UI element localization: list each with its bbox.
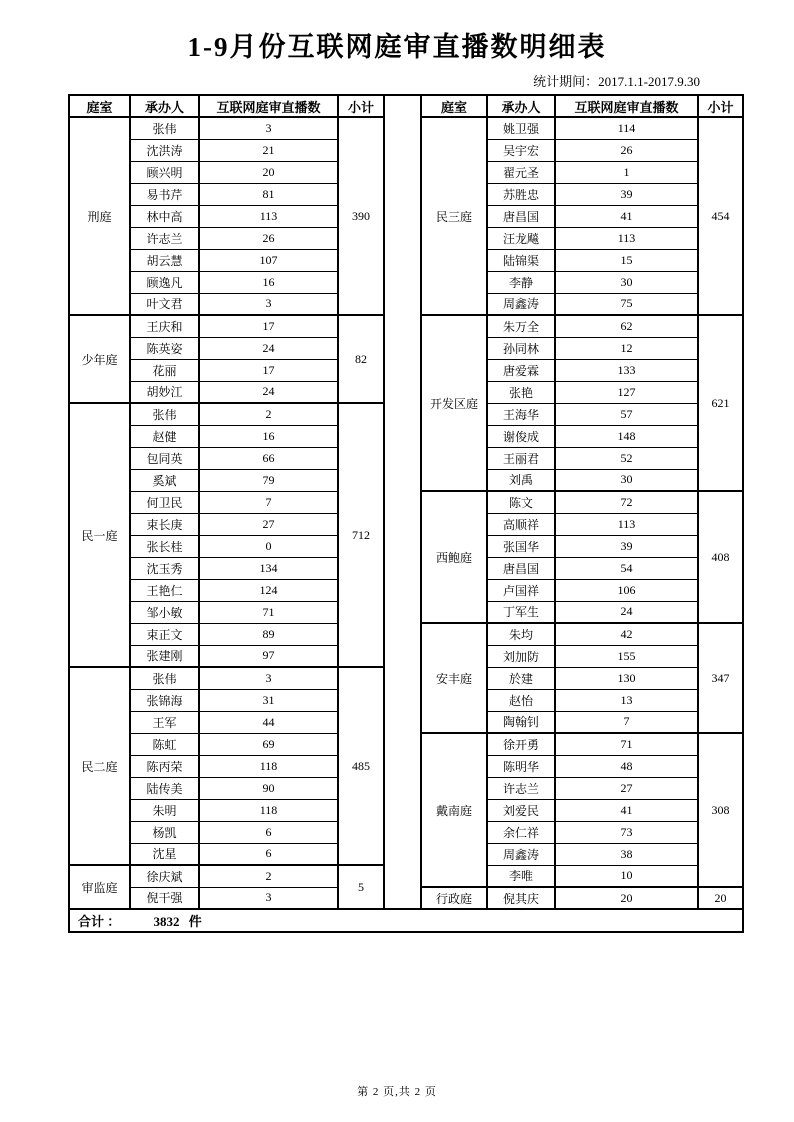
count-cell-left: 7 <box>199 491 338 513</box>
count-cell-right: 48 <box>555 755 698 777</box>
header-court-left: 庭室 <box>69 95 130 117</box>
count-cell-right: 27 <box>555 777 698 799</box>
count-cell-left: 0 <box>199 535 338 557</box>
court-cell-right: 开发区庭 <box>421 315 487 491</box>
handler-cell-right: 周鑫涛 <box>487 293 555 315</box>
subtotal-cell-right: 308 <box>698 733 743 887</box>
count-cell-left: 90 <box>199 777 338 799</box>
count-cell-left: 69 <box>199 733 338 755</box>
handler-cell-left: 顾逸凡 <box>130 271 199 293</box>
count-cell-left: 6 <box>199 843 338 865</box>
handler-cell-right: 许志兰 <box>487 777 555 799</box>
count-cell-left: 81 <box>199 183 338 205</box>
count-cell-right: 41 <box>555 205 698 227</box>
handler-cell-left: 奚斌 <box>130 469 199 491</box>
court-cell-right: 民三庭 <box>421 117 487 315</box>
count-cell-right: 113 <box>555 227 698 249</box>
count-cell-right: 30 <box>555 271 698 293</box>
count-cell-right: 15 <box>555 249 698 271</box>
count-cell-right: 127 <box>555 381 698 403</box>
page-number: 第 2 页,共 2 页 <box>357 1086 437 1098</box>
count-cell-right: 39 <box>555 183 698 205</box>
court-cell-right: 安丰庭 <box>421 623 487 733</box>
header-count-right: 互联网庭审直播数 <box>555 95 698 117</box>
count-cell-left: 24 <box>199 337 338 359</box>
handler-cell-left: 陈英姿 <box>130 337 199 359</box>
count-cell-left: 20 <box>199 161 338 183</box>
handler-cell-left: 束正文 <box>130 623 199 645</box>
subtotal-cell-right: 20 <box>698 887 743 909</box>
count-cell-right: 38 <box>555 843 698 865</box>
handler-cell-right: 唐昌国 <box>487 205 555 227</box>
handler-cell-left: 陈虹 <box>130 733 199 755</box>
count-cell-left: 79 <box>199 469 338 491</box>
count-cell-left: 17 <box>199 315 338 337</box>
handler-cell-right: 陶翰钊 <box>487 711 555 733</box>
count-cell-left: 2 <box>199 865 338 887</box>
header-count-left: 互联网庭审直播数 <box>199 95 338 117</box>
subtotal-cell-right: 408 <box>698 491 743 623</box>
count-cell-left: 3 <box>199 117 338 139</box>
handler-cell-left: 邹小敏 <box>130 601 199 623</box>
handler-cell-right: 朱均 <box>487 623 555 645</box>
handler-cell-right: 张艳 <box>487 381 555 403</box>
handler-cell-right: 王丽君 <box>487 447 555 469</box>
spacer-column <box>384 95 421 909</box>
handler-cell-right: 孙同林 <box>487 337 555 359</box>
handler-cell-left: 花丽 <box>130 359 199 381</box>
handler-cell-right: 翟元圣 <box>487 161 555 183</box>
handler-cell-left: 张长桂 <box>130 535 199 557</box>
court-cell-left: 少年庭 <box>69 315 130 403</box>
page-title: 1-9月份互联网庭审直播数明细表 <box>187 32 607 62</box>
handler-cell-left: 束长庚 <box>130 513 199 535</box>
court-cell-left: 审监庭 <box>69 865 130 909</box>
count-cell-right: 75 <box>555 293 698 315</box>
count-cell-right: 62 <box>555 315 698 337</box>
count-cell-left: 21 <box>199 139 338 161</box>
count-cell-right: 42 <box>555 623 698 645</box>
handler-cell-right: 刘加防 <box>487 645 555 667</box>
count-cell-right: 130 <box>555 667 698 689</box>
count-cell-left: 2 <box>199 403 338 425</box>
subtotal-cell-left: 485 <box>338 667 384 865</box>
grand-total-row <box>69 909 743 932</box>
count-cell-right: 52 <box>555 447 698 469</box>
court-cell-left: 刑庭 <box>69 117 130 315</box>
handler-cell-left: 陈丙荣 <box>130 755 199 777</box>
grand-total-label: 合计 ： <box>78 914 121 929</box>
count-cell-left: 44 <box>199 711 338 733</box>
count-cell-right: 39 <box>555 535 698 557</box>
handler-cell-left: 徐庆斌 <box>130 865 199 887</box>
count-cell-left: 3 <box>199 667 338 689</box>
handler-cell-left: 林中高 <box>130 205 199 227</box>
subtotal-cell-left: 5 <box>338 865 384 909</box>
court-cell-right: 戴南庭 <box>421 733 487 887</box>
handler-cell-left: 张建刚 <box>130 645 199 667</box>
header-row <box>69 95 743 117</box>
court-cell-left: 民一庭 <box>69 403 130 667</box>
count-cell-left: 97 <box>199 645 338 667</box>
broadcast-detail-table <box>68 94 744 933</box>
count-cell-left: 118 <box>199 755 338 777</box>
handler-cell-left: 杨凯 <box>130 821 199 843</box>
handler-cell-right: 朱万全 <box>487 315 555 337</box>
count-cell-right: 24 <box>555 601 698 623</box>
handler-cell-right: 陆锦渠 <box>487 249 555 271</box>
count-cell-right: 155 <box>555 645 698 667</box>
handler-cell-left: 沈星 <box>130 843 199 865</box>
handler-cell-left: 王庆和 <box>130 315 199 337</box>
statistics-period: 统计期间：2017.1.1-2017.9.30 <box>533 74 700 89</box>
court-cell-right: 西鲍庭 <box>421 491 487 623</box>
grand-total-value: 3832 <box>153 914 180 929</box>
header-subtotal-left: 小计 <box>338 95 384 117</box>
court-cell-left: 民二庭 <box>69 667 130 865</box>
handler-cell-right: 李唯 <box>487 865 555 887</box>
header-court-right: 庭室 <box>421 95 487 117</box>
handler-cell-right: 汪龙飚 <box>487 227 555 249</box>
count-cell-left: 6 <box>199 821 338 843</box>
count-cell-left: 107 <box>199 249 338 271</box>
handler-cell-left: 易书芹 <box>130 183 199 205</box>
grand-total-cell <box>69 909 743 932</box>
handler-cell-right: 於建 <box>487 667 555 689</box>
handler-cell-left: 沈玉秀 <box>130 557 199 579</box>
subtotal-cell-left: 390 <box>338 117 384 315</box>
count-cell-left: 24 <box>199 381 338 403</box>
handler-cell-right: 高顺祥 <box>487 513 555 535</box>
subtotal-cell-right: 454 <box>698 117 743 315</box>
header-handler-right: 承办人 <box>487 95 555 117</box>
count-cell-left: 134 <box>199 557 338 579</box>
handler-cell-right: 周鑫涛 <box>487 843 555 865</box>
handler-cell-right: 李静 <box>487 271 555 293</box>
handler-cell-right: 陈文 <box>487 491 555 513</box>
handler-cell-right: 苏胜忠 <box>487 183 555 205</box>
handler-cell-right: 刘禹 <box>487 469 555 491</box>
handler-cell-left: 张锦海 <box>130 689 199 711</box>
count-cell-right: 20 <box>555 887 698 909</box>
count-cell-left: 16 <box>199 425 338 447</box>
handler-cell-right: 唐爱霖 <box>487 359 555 381</box>
count-cell-left: 17 <box>199 359 338 381</box>
count-cell-right: 71 <box>555 733 698 755</box>
handler-cell-left: 张伟 <box>130 403 199 425</box>
count-cell-left: 66 <box>199 447 338 469</box>
count-cell-right: 72 <box>555 491 698 513</box>
handler-cell-right: 唐昌国 <box>487 557 555 579</box>
handler-cell-left: 倪干强 <box>130 887 199 909</box>
handler-cell-right: 余仁祥 <box>487 821 555 843</box>
handler-cell-left: 叶文君 <box>130 293 199 315</box>
handler-cell-right: 卢国祥 <box>487 579 555 601</box>
count-cell-left: 89 <box>199 623 338 645</box>
handler-cell-left: 王艳仁 <box>130 579 199 601</box>
header-subtotal-right: 小计 <box>698 95 743 117</box>
count-cell-left: 3 <box>199 887 338 909</box>
count-cell-left: 3 <box>199 293 338 315</box>
table-footer <box>69 909 743 932</box>
subtotal-cell-right: 347 <box>698 623 743 733</box>
handler-cell-right: 倪其庆 <box>487 887 555 909</box>
count-cell-right: 54 <box>555 557 698 579</box>
handler-cell-right: 吴宇宏 <box>487 139 555 161</box>
count-cell-right: 148 <box>555 425 698 447</box>
handler-cell-left: 包同英 <box>130 447 199 469</box>
count-cell-right: 106 <box>555 579 698 601</box>
header-handler-left: 承办人 <box>130 95 199 117</box>
count-cell-left: 27 <box>199 513 338 535</box>
handler-cell-right: 赵怡 <box>487 689 555 711</box>
handler-cell-left: 顾兴明 <box>130 161 199 183</box>
count-cell-right: 30 <box>555 469 698 491</box>
handler-cell-left: 陆传美 <box>130 777 199 799</box>
count-cell-left: 118 <box>199 799 338 821</box>
count-cell-right: 7 <box>555 711 698 733</box>
handler-cell-left: 张伟 <box>130 667 199 689</box>
count-cell-right: 133 <box>555 359 698 381</box>
count-cell-left: 31 <box>199 689 338 711</box>
handler-cell-right: 陈明华 <box>487 755 555 777</box>
handler-cell-right: 张国华 <box>487 535 555 557</box>
count-cell-left: 124 <box>199 579 338 601</box>
count-cell-right: 73 <box>555 821 698 843</box>
handler-cell-right: 徐开勇 <box>487 733 555 755</box>
handler-cell-left: 王军 <box>130 711 199 733</box>
handler-cell-left: 何卫民 <box>130 491 199 513</box>
table-body <box>69 95 743 909</box>
handler-cell-left: 胡妙江 <box>130 381 199 403</box>
court-cell-right: 行政庭 <box>421 887 487 909</box>
handler-cell-left: 许志兰 <box>130 227 199 249</box>
count-cell-left: 16 <box>199 271 338 293</box>
count-cell-right: 57 <box>555 403 698 425</box>
count-cell-left: 26 <box>199 227 338 249</box>
handler-cell-right: 刘爱民 <box>487 799 555 821</box>
grand-total-unit: 件 <box>188 914 202 929</box>
subtotal-cell-right: 621 <box>698 315 743 491</box>
handler-cell-right: 丁军生 <box>487 601 555 623</box>
count-cell-right: 10 <box>555 865 698 887</box>
handler-cell-right: 姚卫强 <box>487 117 555 139</box>
handler-cell-left: 朱明 <box>130 799 199 821</box>
subtotal-cell-left: 82 <box>338 315 384 403</box>
handler-cell-left: 张伟 <box>130 117 199 139</box>
count-cell-right: 1 <box>555 161 698 183</box>
count-cell-left: 113 <box>199 205 338 227</box>
handler-cell-right: 谢俊成 <box>487 425 555 447</box>
subtotal-cell-left: 712 <box>338 403 384 667</box>
handler-cell-left: 胡云慧 <box>130 249 199 271</box>
count-cell-right: 12 <box>555 337 698 359</box>
handler-cell-right: 王海华 <box>487 403 555 425</box>
count-cell-left: 71 <box>199 601 338 623</box>
handler-cell-left: 赵健 <box>130 425 199 447</box>
count-cell-right: 41 <box>555 799 698 821</box>
count-cell-right: 13 <box>555 689 698 711</box>
count-cell-right: 113 <box>555 513 698 535</box>
count-cell-right: 26 <box>555 139 698 161</box>
handler-cell-left: 沈洪涛 <box>130 139 199 161</box>
count-cell-right: 114 <box>555 117 698 139</box>
